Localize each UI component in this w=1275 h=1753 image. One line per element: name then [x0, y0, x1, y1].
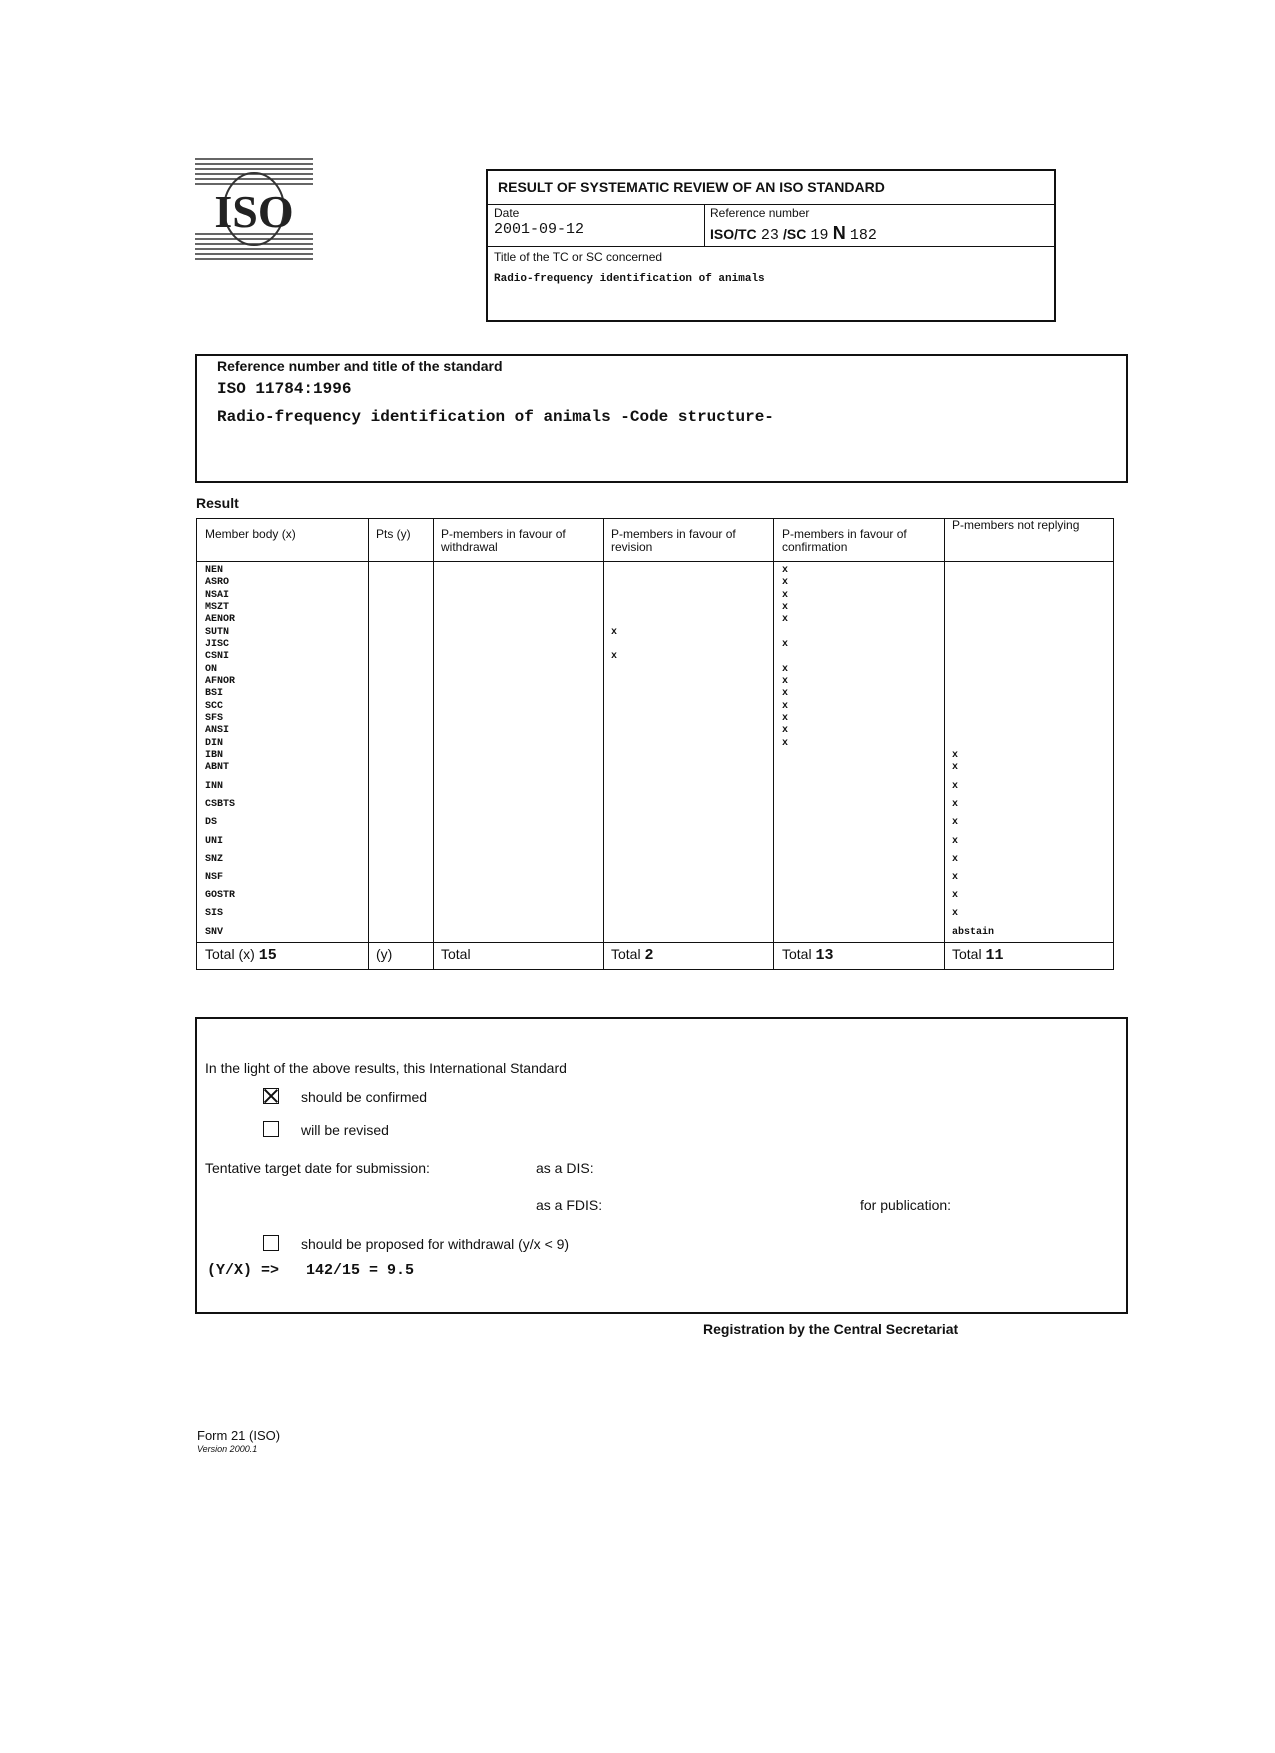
confirmed-checkbox[interactable] — [263, 1088, 279, 1104]
iso-tc-label: ISO/TC — [710, 226, 757, 242]
member-body-nsai: NSAI — [205, 590, 230, 601]
header-withdrawal: P-members in favour of withdrawal — [441, 527, 566, 554]
confirmation-mark: x — [782, 664, 789, 675]
decision-intro: In the light of the above results, this International Standard — [205, 1060, 567, 1076]
standard-title: Radio-frequency identification of animals -Code structure- — [217, 408, 774, 426]
confirmation-mark: x — [782, 602, 789, 613]
review-header-box — [486, 169, 1056, 322]
iso-logo — [195, 156, 313, 262]
member-body-csni: CSNI — [205, 651, 230, 662]
total-not-replying: Total 11 — [952, 946, 1004, 964]
confirmation-mark: x — [782, 713, 789, 724]
confirmation-mark: x — [782, 565, 789, 576]
ratio-calculation: (Y/X) => 142/15 = 9.5 — [207, 1262, 415, 1279]
sc-label: /SC — [783, 226, 807, 242]
confirmation-mark: x — [782, 676, 789, 687]
reference-number-label: Reference number — [710, 206, 810, 220]
member-body-abnt: ABNT — [205, 762, 230, 773]
date-value: 2001-09-12 — [494, 221, 585, 238]
total-revision: Total 2 — [611, 946, 654, 964]
tc-title-value: Radio-frequency identification of animals — [494, 273, 765, 285]
date-label: Date — [494, 206, 520, 220]
svg-text:ISO: ISO — [214, 186, 294, 237]
member-body-sfs: SFS — [205, 713, 224, 724]
member-body-csbts: CSBTS — [205, 799, 236, 810]
not-replying-mark: x — [952, 872, 959, 883]
member-body-jisc: JISC — [205, 639, 230, 650]
confirmed-label: should be confirmed — [301, 1089, 428, 1105]
tc-title-label: Title of the TC or SC concerned — [494, 250, 663, 264]
review-title: RESULT OF SYSTEMATIC REVIEW OF AN ISO STANDARD — [498, 179, 885, 195]
not-replying-mark: x — [952, 836, 959, 847]
sc-value: 19 — [810, 227, 829, 244]
revision-mark: x — [611, 627, 618, 638]
member-body-din: DIN — [205, 738, 224, 749]
not-replying-mark: x — [952, 908, 959, 919]
confirmation-mark: x — [782, 639, 789, 650]
abstain-mark: abstain — [952, 927, 995, 938]
total-members: Total (x) 15 — [205, 946, 277, 964]
total-pts: (y) — [376, 946, 393, 962]
header-member-body: Member body (x) — [205, 527, 296, 541]
confirmation-mark: x — [782, 701, 789, 712]
confirmation-mark: x — [782, 738, 789, 749]
fdis-label: as a FDIS: — [536, 1197, 603, 1213]
revision-mark: x — [611, 651, 618, 662]
member-body-bsi: BSI — [205, 688, 224, 699]
confirmation-mark: x — [782, 725, 789, 736]
member-body-nsf: NSF — [205, 872, 224, 883]
member-body-on: ON — [205, 664, 218, 675]
result-label: Result — [196, 495, 239, 511]
member-body-sis: SIS — [205, 908, 224, 919]
total-confirmation: Total 13 — [782, 946, 834, 964]
registration-label: Registration by the Central Secretariat — [703, 1321, 959, 1337]
member-body-aenor: AENOR — [205, 614, 236, 625]
member-body-asro: ASRO — [205, 577, 230, 588]
confirmation-mark: x — [782, 688, 789, 699]
member-body-sutn: SUTN — [205, 627, 230, 638]
n-label: N — [832, 223, 846, 243]
standard-number: ISO 11784:1996 — [217, 380, 352, 398]
target-date-label: Tentative target date for submission: — [205, 1160, 430, 1176]
withdrawal-label: should be proposed for withdrawal (y/x < 9) — [301, 1236, 570, 1252]
member-body-snv: SNV — [205, 927, 224, 938]
member-body-ibn: IBN — [205, 750, 224, 761]
member-body-ds: DS — [205, 817, 218, 828]
revised-checkbox[interactable] — [263, 1121, 279, 1137]
confirmation-mark: x — [782, 590, 789, 601]
not-replying-mark: x — [952, 799, 959, 810]
form-version: Version 2000.1 — [197, 1444, 258, 1454]
standard-reference-label: Reference number and title of the standard — [217, 358, 503, 374]
not-replying-mark: x — [952, 890, 959, 901]
standard-reference-box — [195, 354, 1128, 483]
member-body-mszt: MSZT — [205, 602, 230, 613]
confirmation-mark: x — [782, 577, 789, 588]
decision-box — [195, 1017, 1128, 1314]
n-value: 182 — [849, 227, 877, 244]
total-withdrawal: Total — [441, 946, 471, 962]
member-body-nen: NEN — [205, 565, 224, 576]
confirmation-mark: x — [782, 614, 789, 625]
dis-label: as a DIS: — [536, 1160, 594, 1176]
form-number: Form 21 (ISO) — [197, 1428, 281, 1443]
not-replying-mark: x — [952, 854, 959, 865]
member-body-inn: INN — [205, 781, 224, 792]
withdrawal-checkbox[interactable] — [263, 1235, 279, 1251]
tc-value: 23 — [760, 227, 779, 244]
revised-label: will be revised — [301, 1122, 389, 1138]
header-pts: Pts (y) — [376, 527, 411, 541]
member-body-uni: UNI — [205, 836, 224, 847]
reference-number — [710, 223, 877, 244]
header-not-replying: P-members not replying — [952, 518, 1080, 532]
member-body-ansi: ANSI — [205, 725, 230, 736]
member-body-gostr: GOSTR — [205, 890, 236, 901]
publication-label: for publication: — [860, 1197, 952, 1213]
not-replying-mark: x — [952, 762, 959, 773]
member-body-scc: SCC — [205, 701, 224, 712]
header-revision: P-members in favour of revision — [611, 527, 736, 554]
not-replying-mark: x — [952, 817, 959, 828]
not-replying-mark: x — [952, 750, 959, 761]
result-table — [196, 518, 1114, 970]
member-body-snz: SNZ — [205, 854, 224, 865]
header-confirmation: P-members in favour of confirmation — [782, 527, 907, 554]
member-body-afnor: AFNOR — [205, 676, 236, 687]
not-replying-mark: x — [952, 781, 959, 792]
